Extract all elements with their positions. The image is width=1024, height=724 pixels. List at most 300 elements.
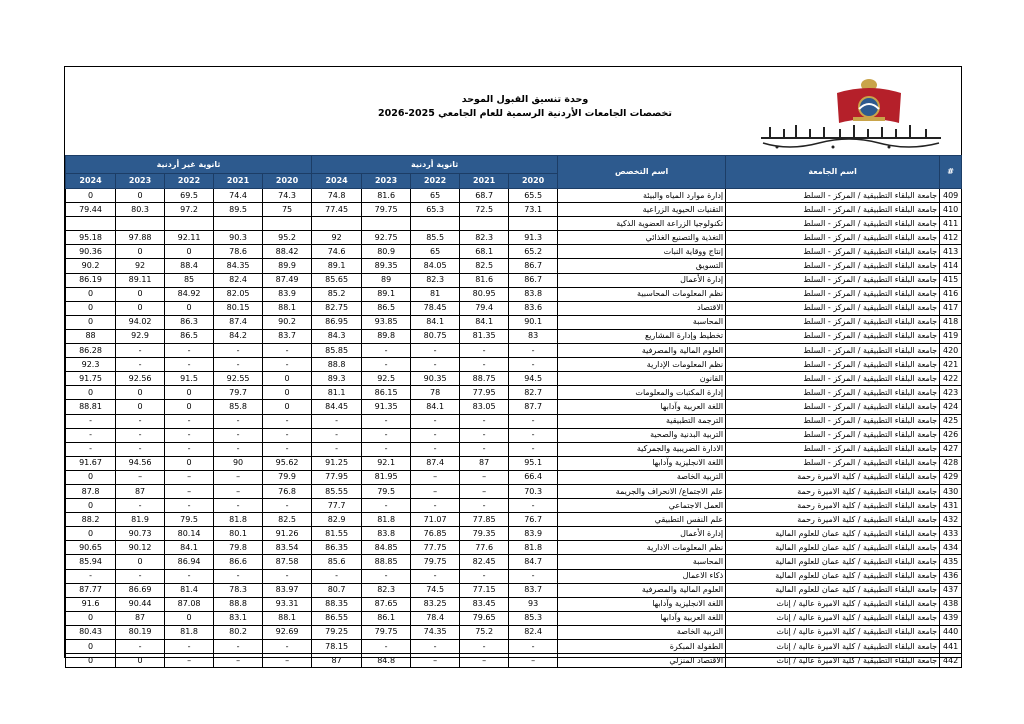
non-jordanian-score: - xyxy=(66,428,116,442)
jordanian-score: 92.5 xyxy=(362,372,411,386)
table-row xyxy=(66,217,962,231)
non-jordanian-score: 83.9 xyxy=(263,287,312,301)
non-jordanian-score: 78.3 xyxy=(214,583,263,597)
jordanian-score: - xyxy=(362,428,411,442)
non-jordanian-score: – xyxy=(116,470,165,484)
jordanian-score: 81.55 xyxy=(312,527,362,541)
non-jordanian-score: 97.88 xyxy=(116,231,165,245)
non-jordanian-score xyxy=(66,217,116,231)
jordanian-score xyxy=(312,217,362,231)
jordanian-score: – xyxy=(411,654,460,668)
table-row xyxy=(66,400,962,414)
non-jordanian-score: 0 xyxy=(66,189,116,203)
jordanian-score: 81.8 xyxy=(362,513,411,527)
jordanian-score xyxy=(362,217,411,231)
specialty-name: نظم المعلومات الإدارية xyxy=(558,358,726,372)
non-jordanian-score: 82.5 xyxy=(263,513,312,527)
table-row xyxy=(66,344,962,358)
jordanian-score: - xyxy=(460,569,509,583)
specialty-name: ذكاء الاعمال xyxy=(558,569,726,583)
jordanian-score: - xyxy=(312,428,362,442)
non-jordanian-score: 88.81 xyxy=(66,400,116,414)
header-year-j: 2023 xyxy=(362,174,411,189)
jordanian-score: 92.75 xyxy=(362,231,411,245)
non-jordanian-score: 80.43 xyxy=(66,625,116,639)
row-index: 422 xyxy=(940,372,962,386)
non-jordanian-score: - xyxy=(214,569,263,583)
table-row xyxy=(66,203,962,217)
non-jordanian-score: - xyxy=(214,358,263,372)
non-jordanian-score: 84.35 xyxy=(214,259,263,273)
jordanian-score: 78 xyxy=(411,386,460,400)
university-name: جامعة البلقاء التطبيقية / كلية عمان للعلوم المالية xyxy=(726,541,940,555)
non-jordanian-score: 81.8 xyxy=(214,513,263,527)
header-university: اسم الجامعة xyxy=(726,156,940,189)
non-jordanian-score: 86.6 xyxy=(214,555,263,569)
specialty-name: اللغة العربية وآدابها xyxy=(558,400,726,414)
jordanian-score: 71.07 xyxy=(411,513,460,527)
jordanian-score: 77.95 xyxy=(460,386,509,400)
university-name: جامعة البلقاء التطبيقية / كلية عمان للعلوم المالية xyxy=(726,555,940,569)
jordanian-score: - xyxy=(460,344,509,358)
jordanian-score: 89 xyxy=(362,273,411,287)
jordanian-score: 87 xyxy=(312,654,362,668)
jordanian-score: 80.75 xyxy=(411,329,460,343)
non-jordanian-score: 0 xyxy=(165,611,214,625)
jordanian-score: 94.5 xyxy=(509,372,558,386)
jordanian-score: - xyxy=(509,358,558,372)
non-jordanian-score: 79.5 xyxy=(165,513,214,527)
table-row xyxy=(66,414,962,428)
non-jordanian-score: - xyxy=(66,569,116,583)
non-jordanian-score xyxy=(263,217,312,231)
non-jordanian-score: - xyxy=(116,499,165,513)
row-index: 441 xyxy=(940,640,962,654)
jordanian-score: - xyxy=(411,442,460,456)
row-index: 439 xyxy=(940,611,962,625)
table-row xyxy=(66,189,962,203)
jordanian-score: 84.85 xyxy=(362,541,411,555)
specialty-name: اللغة الانجليزية وآدابها xyxy=(558,597,726,611)
jordanian-score: 81.6 xyxy=(362,189,411,203)
non-jordanian-score: 92.3 xyxy=(66,358,116,372)
non-jordanian-score: 0 xyxy=(263,400,312,414)
document-sheet xyxy=(64,66,962,665)
jordanian-score: 77.15 xyxy=(460,583,509,597)
jordanian-score: - xyxy=(312,442,362,456)
row-index: 428 xyxy=(940,456,962,470)
jordanian-score: 79.65 xyxy=(460,611,509,625)
jordanian-score: 75.2 xyxy=(460,625,509,639)
jordanian-score: 74.6 xyxy=(312,245,362,259)
jordanian-score: 89.3 xyxy=(312,372,362,386)
jordanian-score: – xyxy=(411,470,460,484)
table-row xyxy=(66,372,962,386)
non-jordanian-score: 90.12 xyxy=(116,541,165,555)
jordanian-score: 90.35 xyxy=(411,372,460,386)
jordanian-score: 79.5 xyxy=(362,484,411,498)
university-name: جامعة البلقاء التطبيقية / المركز - السلط xyxy=(726,203,940,217)
row-index: 423 xyxy=(940,386,962,400)
non-jordanian-score: 92.56 xyxy=(116,372,165,386)
row-index: 430 xyxy=(940,484,962,498)
jordanian-score: 85.2 xyxy=(312,287,362,301)
jordanian-score: 86.95 xyxy=(312,315,362,329)
non-jordanian-score: 88.42 xyxy=(263,245,312,259)
non-jordanian-score: 83.97 xyxy=(263,583,312,597)
jordanian-score: - xyxy=(460,442,509,456)
row-index: 438 xyxy=(940,597,962,611)
jordanian-score: 76.85 xyxy=(411,527,460,541)
university-name: جامعة البلقاء التطبيقية / كلية الاميرة رحمة xyxy=(726,499,940,513)
table-row xyxy=(66,640,962,654)
jordanian-score: 88.35 xyxy=(312,597,362,611)
jordanian-score xyxy=(411,217,460,231)
specialty-name: الادارة الضريبية والجمركية xyxy=(558,442,726,456)
row-index: 425 xyxy=(940,414,962,428)
jordanian-score: 86.7 xyxy=(509,273,558,287)
jordanian-score: 84.7 xyxy=(509,555,558,569)
specialty-name: العمل الاجتماعي xyxy=(558,499,726,513)
jordanian-score: 83.25 xyxy=(411,597,460,611)
non-jordanian-score: 90.65 xyxy=(66,541,116,555)
table-row xyxy=(66,513,962,527)
specialty-name: إدارة المكتبات والمعلومات xyxy=(558,386,726,400)
jordanian-score: 78.4 xyxy=(411,611,460,625)
jordanian-score: 88.85 xyxy=(362,555,411,569)
university-name: جامعة البلقاء التطبيقية / كلية الاميرة رحمة xyxy=(726,484,940,498)
non-jordanian-score: 88 xyxy=(66,329,116,343)
jordanian-score: - xyxy=(312,414,362,428)
jordanian-score: 84.1 xyxy=(411,400,460,414)
jordanian-score: - xyxy=(460,428,509,442)
non-jordanian-score: - xyxy=(263,344,312,358)
non-jordanian-score: 0 xyxy=(66,640,116,654)
jordanian-score: 86.1 xyxy=(362,611,411,625)
non-jordanian-score: - xyxy=(116,428,165,442)
non-jordanian-score: 80.14 xyxy=(165,527,214,541)
non-jordanian-score: - xyxy=(165,499,214,513)
non-jordanian-score: - xyxy=(214,499,263,513)
non-jordanian-score: 97.2 xyxy=(165,203,214,217)
jordanian-score: - xyxy=(362,569,411,583)
specialty-name: نظم المعلومات المحاسبية xyxy=(558,287,726,301)
jordanian-score: 83.05 xyxy=(460,400,509,414)
results-table xyxy=(65,155,962,668)
non-jordanian-score: 87.4 xyxy=(214,315,263,329)
university-name: جامعة البلقاء التطبيقية / المركز - السلط xyxy=(726,456,940,470)
jordanian-score: 86.5 xyxy=(362,301,411,315)
table-row xyxy=(66,499,962,513)
row-index: 434 xyxy=(940,541,962,555)
jordanian-score: 84.45 xyxy=(312,400,362,414)
jordanian-score: - xyxy=(411,499,460,513)
jordanian-score: 92.1 xyxy=(362,456,411,470)
table-row xyxy=(66,456,962,470)
university-name: جامعة البلقاء التطبيقية / المركز - السلط xyxy=(726,414,940,428)
non-jordanian-score: - xyxy=(165,569,214,583)
jordanian-score: 93.85 xyxy=(362,315,411,329)
document-titles xyxy=(365,93,685,121)
jordanian-score: - xyxy=(312,569,362,583)
row-index: 433 xyxy=(940,527,962,541)
non-jordanian-score: 83.7 xyxy=(263,329,312,343)
header-year-nj: 2020 xyxy=(263,174,312,189)
jordanian-score: 65 xyxy=(411,245,460,259)
non-jordanian-score: 87.58 xyxy=(263,555,312,569)
table-row xyxy=(66,386,962,400)
jordanian-score: - xyxy=(509,569,558,583)
table-row xyxy=(66,611,962,625)
jordanian-score: - xyxy=(460,358,509,372)
jordanian-score: 93 xyxy=(509,597,558,611)
non-jordanian-score: 85 xyxy=(165,273,214,287)
jordanian-score: 91.3 xyxy=(509,231,558,245)
non-jordanian-score: - xyxy=(165,414,214,428)
specialty-name: الاقتصاد المنزلي xyxy=(558,654,726,668)
header-year-j: 2021 xyxy=(460,174,509,189)
jordanian-score: 76.7 xyxy=(509,513,558,527)
university-name: جامعة البلقاء التطبيقية / كلية الاميرة عالية / إناث xyxy=(726,625,940,639)
non-jordanian-score: 84.92 xyxy=(165,287,214,301)
non-jordanian-score: - xyxy=(116,569,165,583)
jordanian-score: 66.4 xyxy=(509,470,558,484)
non-jordanian-score: 0 xyxy=(116,400,165,414)
non-jordanian-score: 91.67 xyxy=(66,456,116,470)
jordanian-score: 86.55 xyxy=(312,611,362,625)
specialty-name: تكنولوجيا الزراعة العضوية الذكية xyxy=(558,217,726,231)
university-name: جامعة البلقاء التطبيقية / المركز - السلط xyxy=(726,329,940,343)
non-jordanian-score: 88.1 xyxy=(263,611,312,625)
jordanian-score: 85.3 xyxy=(509,611,558,625)
non-jordanian-score: - xyxy=(116,358,165,372)
non-jordanian-score: 85.8 xyxy=(214,400,263,414)
non-jordanian-score: – xyxy=(214,470,263,484)
non-jordanian-score xyxy=(214,217,263,231)
non-jordanian-score: 80.1 xyxy=(214,527,263,541)
university-name: جامعة البلقاء التطبيقية / كلية الاميرة رحمة xyxy=(726,470,940,484)
university-name: جامعة البلقاء التطبيقية / المركز - السلط xyxy=(726,301,940,315)
table-row xyxy=(66,527,962,541)
non-jordanian-score: 81.4 xyxy=(165,583,214,597)
jordanian-score: - xyxy=(509,499,558,513)
jordanian-score: 82.5 xyxy=(460,259,509,273)
specialty-name: التسويق xyxy=(558,259,726,273)
jordanian-score: 87 xyxy=(460,456,509,470)
non-jordanian-score: 0 xyxy=(116,301,165,315)
non-jordanian-score: 90.36 xyxy=(66,245,116,259)
jordanian-score: 82.3 xyxy=(362,583,411,597)
jordanian-score: 82.7 xyxy=(509,386,558,400)
university-name: جامعة البلقاء التطبيقية / المركز - السلط xyxy=(726,358,940,372)
specialty-name: التغذية والتصنيع الغذائي xyxy=(558,231,726,245)
non-jordanian-score: 0 xyxy=(116,654,165,668)
jordanian-score: - xyxy=(509,344,558,358)
non-jordanian-score: 92.9 xyxy=(116,329,165,343)
university-name: جامعة البلقاء التطبيقية / كلية الاميرة رحمة xyxy=(726,513,940,527)
specialty-name: اللغة العربية وآدابها xyxy=(558,611,726,625)
jordanian-score: 82.4 xyxy=(509,625,558,639)
jordanian-score: - xyxy=(460,640,509,654)
non-jordanian-score: 90.73 xyxy=(116,527,165,541)
university-name: جامعة البلقاء التطبيقية / المركز - السلط xyxy=(726,428,940,442)
non-jordanian-score: 95.18 xyxy=(66,231,116,245)
non-jordanian-score: - xyxy=(214,640,263,654)
specialty-name: الاقتصاد xyxy=(558,301,726,315)
specialty-name: المحاسبة xyxy=(558,315,726,329)
university-name: جامعة البلقاء التطبيقية / كلية الاميرة عالية / إناث xyxy=(726,654,940,668)
jordanian-score: 79.75 xyxy=(362,203,411,217)
row-index: 426 xyxy=(940,428,962,442)
jordanian-score: 80.9 xyxy=(362,245,411,259)
non-jordanian-score: - xyxy=(263,428,312,442)
table-row xyxy=(66,569,962,583)
university-name: جامعة البلقاء التطبيقية / المركز - السلط xyxy=(726,287,940,301)
jordanian-score: 77.6 xyxy=(460,541,509,555)
jordanian-score: 72.5 xyxy=(460,203,509,217)
jordanian-score: - xyxy=(509,442,558,456)
specialty-name: الطفولة المبكرة xyxy=(558,640,726,654)
table-row xyxy=(66,329,962,343)
table-row xyxy=(66,597,962,611)
jordanian-score: - xyxy=(362,414,411,428)
non-jordanian-score: 88.1 xyxy=(263,301,312,315)
jordanian-score: - xyxy=(362,442,411,456)
non-jordanian-score: - xyxy=(165,428,214,442)
non-jordanian-score: - xyxy=(263,442,312,456)
university-name: جامعة البلقاء التطبيقية / كلية عمان للعلوم المالية xyxy=(726,583,940,597)
specialty-name: إدارة الأعمال xyxy=(558,527,726,541)
row-index: 412 xyxy=(940,231,962,245)
non-jordanian-score: 91.5 xyxy=(165,372,214,386)
jordanian-score: 77.7 xyxy=(312,499,362,513)
table-row xyxy=(66,442,962,456)
jordanian-score: 84.1 xyxy=(411,315,460,329)
non-jordanian-score: - xyxy=(116,414,165,428)
non-jordanian-score: - xyxy=(116,442,165,456)
non-jordanian-score: 88.2 xyxy=(66,513,116,527)
jordanian-score: - xyxy=(460,414,509,428)
jordanian-score: 79.4 xyxy=(460,301,509,315)
jordanian-score: 88.8 xyxy=(312,358,362,372)
jordanian-score: 77.45 xyxy=(312,203,362,217)
table-row xyxy=(66,541,962,555)
jordanian-score: 83 xyxy=(509,329,558,343)
row-index: 435 xyxy=(940,555,962,569)
non-jordanian-score: 81.9 xyxy=(116,513,165,527)
jordanian-score: 65.3 xyxy=(411,203,460,217)
header-specialty: اسم التخصص xyxy=(558,156,726,189)
non-jordanian-score: - xyxy=(116,344,165,358)
non-jordanian-score: 79.44 xyxy=(66,203,116,217)
university-name: جامعة البلقاء التطبيقية / كلية الاميرة عالية / إناث xyxy=(726,640,940,654)
jordanian-score: 85.5 xyxy=(411,231,460,245)
jordanian-score: 87.4 xyxy=(411,456,460,470)
non-jordanian-score: 0 xyxy=(66,611,116,625)
non-jordanian-score: - xyxy=(263,358,312,372)
jordanian-score: 80.95 xyxy=(460,287,509,301)
university-name: جامعة البلقاء التطبيقية / المركز - السلط xyxy=(726,245,940,259)
jordanian-score: 83.7 xyxy=(509,583,558,597)
row-index: 442 xyxy=(940,654,962,668)
jordanian-score: – xyxy=(460,470,509,484)
non-jordanian-score: - xyxy=(214,344,263,358)
specialty-name: التربية البدنية والصحية xyxy=(558,428,726,442)
jordanian-score: 78.45 xyxy=(411,301,460,315)
non-jordanian-score: 90.2 xyxy=(263,315,312,329)
specialty-name: علم النفس التطبيقي xyxy=(558,513,726,527)
table-row xyxy=(66,583,962,597)
specialty-name: التربية الخاصة xyxy=(558,625,726,639)
jordanian-score: 89.8 xyxy=(362,329,411,343)
row-index: 410 xyxy=(940,203,962,217)
ministry-logo-area xyxy=(749,71,953,157)
jordanian-score: - xyxy=(411,428,460,442)
non-jordanian-score: – xyxy=(214,484,263,498)
header-year-j: 2024 xyxy=(312,174,362,189)
jordanian-score: 85.85 xyxy=(312,344,362,358)
non-jordanian-score: - xyxy=(165,358,214,372)
non-jordanian-score: 91.26 xyxy=(263,527,312,541)
row-index: 414 xyxy=(940,259,962,273)
jordanian-score: 88.75 xyxy=(460,372,509,386)
non-jordanian-score: 95.62 xyxy=(263,456,312,470)
non-jordanian-score: 86.5 xyxy=(165,329,214,343)
header-year-nj: 2024 xyxy=(66,174,116,189)
non-jordanian-score: 92 xyxy=(116,259,165,273)
non-jordanian-score: - xyxy=(263,640,312,654)
jordanian-score: 82.3 xyxy=(411,273,460,287)
jordanian-score: 82.45 xyxy=(460,555,509,569)
non-jordanian-score: 0 xyxy=(66,470,116,484)
non-jordanian-score: 86.3 xyxy=(165,315,214,329)
row-index: 432 xyxy=(940,513,962,527)
non-jordanian-score: 80.2 xyxy=(214,625,263,639)
jordanian-score: - xyxy=(362,344,411,358)
non-jordanian-score: - xyxy=(214,414,263,428)
jordanian-score: 84.3 xyxy=(312,329,362,343)
university-name: جامعة البلقاء التطبيقية / المركز - السلط xyxy=(726,400,940,414)
university-name: جامعة البلقاء التطبيقية / المركز - السلط xyxy=(726,386,940,400)
non-jordanian-score: 0 xyxy=(66,654,116,668)
jordanian-score: - xyxy=(411,414,460,428)
table-row xyxy=(66,315,962,329)
specialty-name: إنتاج ووقاية النبات xyxy=(558,245,726,259)
non-jordanian-score: 0 xyxy=(165,400,214,414)
header-year-nj: 2023 xyxy=(116,174,165,189)
non-jordanian-score: – xyxy=(165,484,214,498)
jordanian-score: 74.35 xyxy=(411,625,460,639)
row-index: 417 xyxy=(940,301,962,315)
non-jordanian-score: 90.2 xyxy=(66,259,116,273)
university-name: جامعة البلقاء التطبيقية / المركز - السلط xyxy=(726,231,940,245)
jordanian-score: 81.8 xyxy=(509,541,558,555)
non-jordanian-score: 79.7 xyxy=(214,386,263,400)
table-row xyxy=(66,428,962,442)
table-row xyxy=(66,287,962,301)
jordanian-score: 86.7 xyxy=(509,259,558,273)
jordanian-score: - xyxy=(509,640,558,654)
jordanian-score: 68.1 xyxy=(460,245,509,259)
table-row xyxy=(66,231,962,245)
jordanian-score: - xyxy=(411,640,460,654)
jordanian-score: 79.75 xyxy=(362,625,411,639)
jordanian-score: - xyxy=(411,569,460,583)
non-jordanian-score: 86.28 xyxy=(66,344,116,358)
non-jordanian-score: 94.02 xyxy=(116,315,165,329)
header-group-jordanian: ثانوية أردنية xyxy=(312,156,558,174)
non-jordanian-score: 76.8 xyxy=(263,484,312,498)
